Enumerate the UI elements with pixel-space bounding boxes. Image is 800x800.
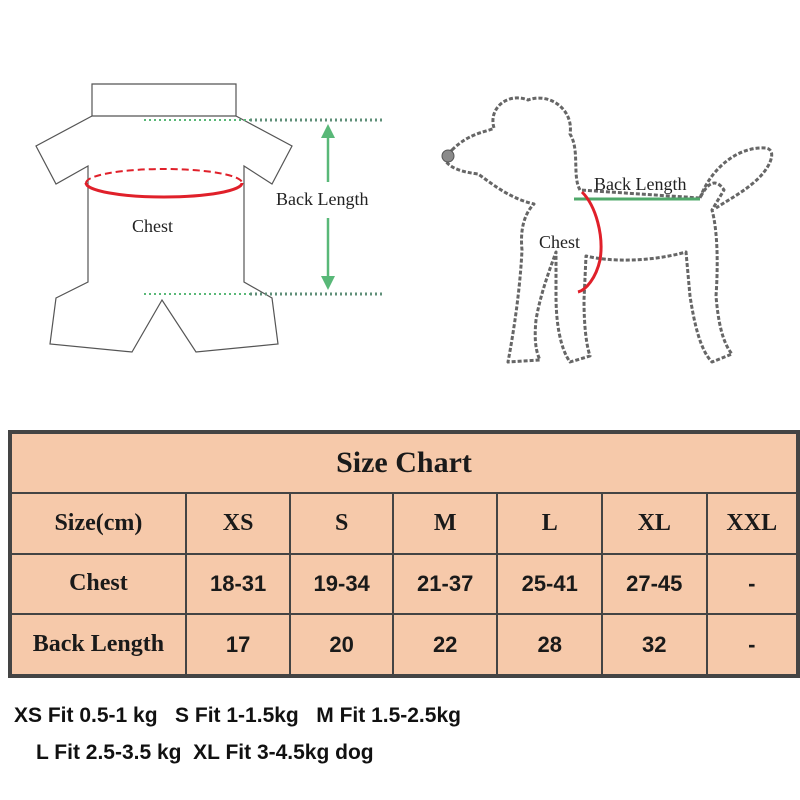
- garment-chest-label: Chest: [132, 216, 174, 236]
- size-chart: [8, 430, 800, 678]
- fit-note-line-1: XS Fit 0.5-1 kg S Fit 1-1.5kg M Fit 1.5-2.5kg: [14, 704, 461, 727]
- chest-l-value: 25-41: [497, 554, 602, 615]
- back-length-m-value: 22: [393, 614, 498, 675]
- chest-xl-value: 27-45: [602, 554, 707, 615]
- fit-note-line-2: L Fit 2.5-3.5 kg XL Fit 3-4.5kg dog: [36, 741, 374, 764]
- chest-row-label: Chest: [11, 554, 186, 615]
- back-length-row-label: Back Length: [11, 614, 186, 675]
- garment-back-length-label: Back Length: [276, 189, 369, 209]
- chest-s-value: 19-34: [290, 554, 393, 615]
- size-header-label: Size(cm): [11, 493, 186, 554]
- title-row: [11, 433, 797, 493]
- size-l-header: L: [497, 493, 602, 554]
- dog-chest-label: Chest: [539, 232, 581, 252]
- size-xl-header: XL: [602, 493, 707, 554]
- dog-outline: [444, 98, 772, 362]
- chest-xs-value: 18-31: [186, 554, 291, 615]
- back-length-xxl-value: -: [707, 614, 797, 675]
- dog-back-length-label: Back Length: [594, 174, 687, 194]
- chest-xxl-value: -: [707, 554, 797, 615]
- size-chart-table: [10, 432, 798, 676]
- back-length-l-value: 28: [497, 614, 602, 675]
- back-length-row: [11, 614, 797, 675]
- size-chart-title: Size Chart: [11, 433, 797, 493]
- dog-chest-marker: [578, 192, 601, 292]
- back-length-xl-value: 32: [602, 614, 707, 675]
- back-length-s-value: 20: [290, 614, 393, 675]
- size-xs-header: XS: [186, 493, 291, 554]
- size-m-header: M: [393, 493, 498, 554]
- header-row: [11, 493, 797, 554]
- size-s-header: S: [290, 493, 393, 554]
- back-length-xs-value: 17: [186, 614, 291, 675]
- chest-row: [11, 554, 797, 615]
- garment-chest-marker: [86, 169, 242, 197]
- dog-nose-icon: [442, 150, 454, 162]
- chest-m-value: 21-37: [393, 554, 498, 615]
- size-xxl-header: XXL: [707, 493, 797, 554]
